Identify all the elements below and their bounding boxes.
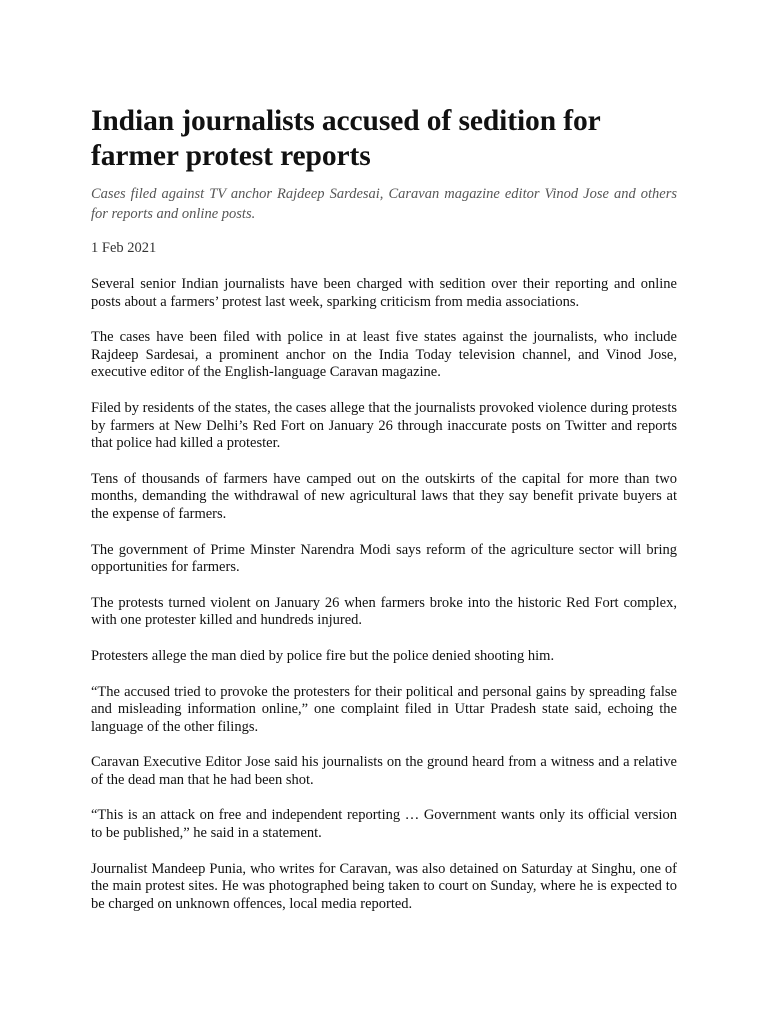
article-date: 1 Feb 2021: [91, 240, 157, 256]
article-body: [91, 276, 677, 913]
article-subtitle: Cases filed against TV anchor Rajdeep Sardesai, Caravan magazine editor Vinod Jose and others for reports and online posts.: [91, 186, 677, 222]
body-paragraph: Caravan Executive Editor Jose said his journalists on the ground heard from a witness and a relative of the dead man that he had been shot.: [91, 754, 677, 788]
body-paragraph: The cases have been filed with police in at least five states against the journalists, who include Rajdeep Sardesai, a prominent anchor on the India Today television channel, and Vinod Jose, executive editor of the English-language Caravan magazine.: [91, 329, 677, 381]
body-paragraph: Tens of thousands of farmers have camped out on the outskirts of the capital for more than two months, demanding the withdrawal of new agricultural laws that they say benefit private buyers at the expense of farmers.: [91, 470, 677, 522]
body-paragraph: Journalist Mandeep Punia, who writes for Caravan, was also detained on Saturday at Singhu, one of the main protest sites. He was photographed being taken to court on Sunday, where he is expected to be charged on unknown offences, local media reported.: [91, 860, 677, 912]
body-paragraph: The protests turned violent on January 26 when farmers broke into the historic Red Fort complex, with one protester killed and hundreds injured.: [91, 594, 677, 629]
body-paragraph: Several senior Indian journalists have been charged with sedition over their reporting and online posts about a farmers’ protest last week, sparking criticism from media associations.: [91, 276, 677, 310]
body-paragraph: Protesters allege the man died by police fire but the police denied shooting him.: [91, 647, 555, 664]
body-paragraph: Filed by residents of the states, the cases allege that the journalists provoked violence during protests by farmers at New Delhi’s Red Fort on January 26 through inaccurate posts on Twitter and reports that police had killed a protester.: [91, 399, 677, 452]
article: [91, 104, 677, 913]
body-paragraph: “This is an attack on free and independent reporting … Government wants only its official version to be published,” he said in a statement.: [91, 807, 677, 842]
body-paragraph: The government of Prime Minster Narendra Modi says reform of the agriculture sector will bring opportunities for farmers.: [91, 541, 677, 576]
article-title: Indian journalists accused of sedition for farmer protest reports: [91, 105, 601, 172]
body-paragraph: “The accused tried to provoke the protesters for their political and personal gains by spreading false and misleading information online,” one complaint filed in Uttar Pradesh state said, echoing the language of the other filings.: [91, 683, 677, 735]
